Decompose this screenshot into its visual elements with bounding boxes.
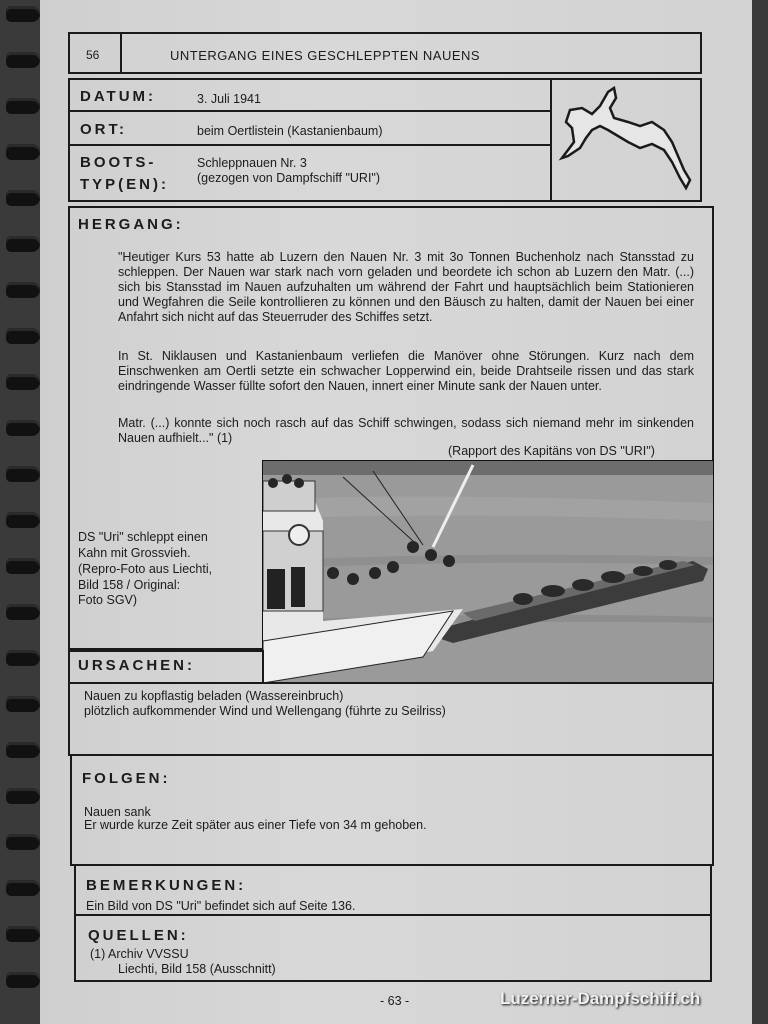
datum-value: 3. Juli 1941 (197, 92, 261, 106)
quellen-label: QUELLEN: (88, 927, 189, 944)
hergang-source: (Rapport des Kapitäns von DS "URI") (448, 444, 655, 458)
hergang-paragraph-2: In St. Niklausen und Kastanienbaum verliefen die Manöver ohne Störungen. Kurz nach dem Einschwenken am Oertli setzte ein schwacher Lopperwind ein, beide Drahtseile rissen und das stark eindringende Wasser füllte sofort den Nauen, innert einer Minute sank der Nauen unter. (118, 349, 694, 393)
ship-photo (262, 460, 714, 684)
quellen-line-1: (1) Archiv VVSSU (90, 947, 189, 961)
folgen-line-2: Er wurde kurze Zeit später aus einer Tiefe von 34 m gehoben. (84, 818, 427, 832)
footer-page-number: - 63 - (380, 994, 410, 1008)
datum-label: DATUM: (80, 88, 157, 105)
bootstyp-value-2: (gezogen von Dampfschiff "URI") (197, 171, 381, 185)
folgen-label: FOLGEN: (82, 770, 171, 787)
ort-label: ORT: (80, 121, 127, 138)
quellen-line-2: Liechti, Bild 158 (Ausschnitt) (118, 962, 276, 976)
bemerkungen-label: BEMERKUNGEN: (86, 877, 247, 894)
photo-caption-2: Kahn mit Grossvieh. (78, 546, 191, 560)
document-page (40, 0, 752, 1024)
bootstyp-label-1: BOOTS- (80, 154, 157, 171)
spiral-binding (0, 0, 44, 1024)
photo-caption-3: (Repro-Foto aus Liechti, (78, 562, 213, 576)
ursachen-line-2: plötzlich aufkommender Wind und Wellengang (führte zu Seilriss) (84, 704, 446, 718)
lake-map-icon (554, 82, 698, 198)
bemerkungen-text: Ein Bild von DS "Uri" befindet sich auf Seite 136. (86, 899, 356, 913)
page-number: 56 (86, 48, 100, 62)
bootstyp-value-1: Schleppnauen Nr. 3 (197, 156, 307, 170)
ursachen-label: URSACHEN: (78, 657, 195, 674)
page-title: UNTERGANG EINES GESCHLEPPTEN NAUENS (170, 48, 481, 63)
ursachen-line-1: Nauen zu kopflastig beladen (Wassereinbruch) (84, 689, 344, 703)
watermark: Luzerner-Dampfschiff.ch (500, 989, 701, 1008)
photo-caption-4: Bild 158 / Original: (78, 578, 181, 592)
bootstyp-label-2: TYP(EN): (80, 176, 169, 193)
photo-caption-5: Foto SGV) (78, 593, 138, 607)
folgen-line-1: Nauen sank (84, 805, 151, 819)
hergang-paragraph-3: Matr. (...) konnte sich noch rasch auf das Schiff schwingen, sodass sich niemand mehr im sinkenden Nauen aufhielt..." (1) (118, 416, 694, 445)
ort-value: beim Oertlistein (Kastanienbaum) (197, 124, 383, 138)
photo-caption-1: DS "Uri" schleppt einen (78, 530, 208, 544)
hergang-label: HERGANG: (78, 216, 184, 233)
hergang-paragraph-1: "Heutiger Kurs 53 hatte ab Luzern den Nauen Nr. 3 mit 3o Tonnen Buchenholz nach Stansstad zu schleppen. Der Nauen war stark nach vorn geladen und beordete ich schon ab Luzern den Matr. (...) sich bis Stansstad im Nauen aufzuhalten um während der Fahrt und hauptsächlich beim Stationieren und Wegfahren die Seile kontrollieren zu können und den Bäusch zu halten, damit der Nauen bei einer Anfahrt sich nicht auf das Steuerruder des Schiffes setzt. (118, 250, 694, 324)
